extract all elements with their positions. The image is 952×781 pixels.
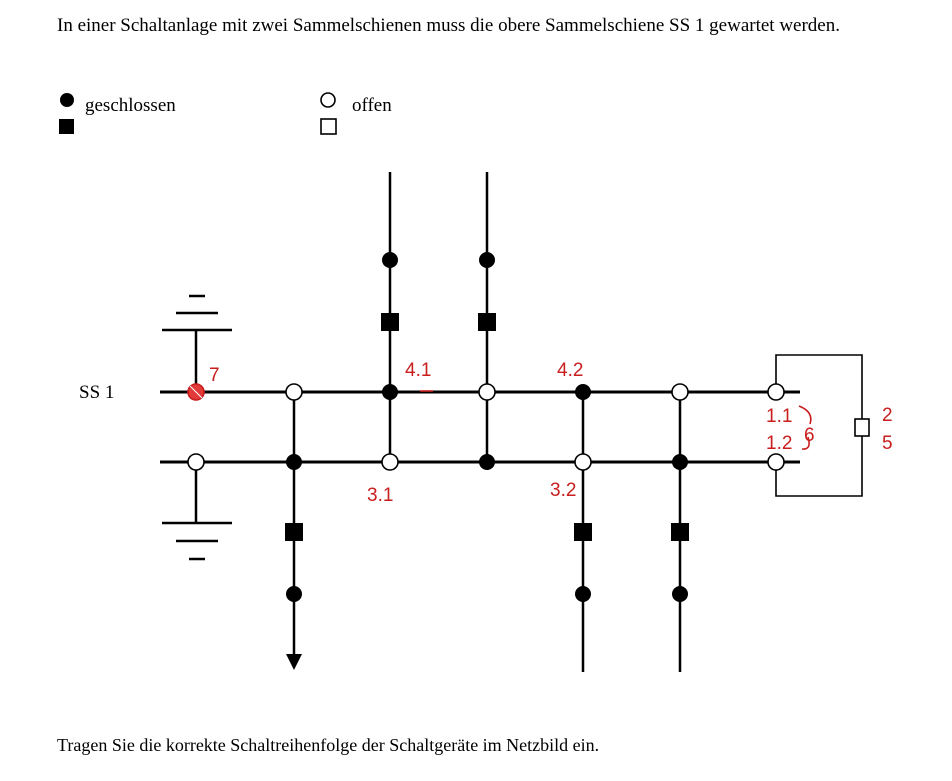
disconnector-open <box>479 384 495 400</box>
disconnector-closed <box>672 586 688 602</box>
task-intro: In einer Schaltanlage mit zwei Sammelschienen muss die obere Sammelschiene SS 1 gewartet werden. <box>57 15 840 36</box>
disconnector-closed <box>575 384 591 400</box>
bracket-mark <box>799 406 811 424</box>
breaker-closed <box>285 523 303 541</box>
annotation-6: 6 <box>804 425 815 446</box>
disconnector-closed <box>479 454 495 470</box>
legend-open-disconnector-icon <box>321 93 335 107</box>
annotation-3-2: 3.2 <box>550 480 577 501</box>
disconnector-open <box>768 454 784 470</box>
annotation-2: 2 <box>882 405 893 426</box>
legend-open-breaker-icon <box>321 119 336 134</box>
breaker-closed <box>478 313 496 331</box>
red-marks <box>420 391 811 449</box>
disconnector-closed <box>382 252 398 268</box>
legend-open-label: offen <box>352 95 392 116</box>
disconnector-closed <box>575 586 591 602</box>
annotation-1-1: 1.1 <box>766 406 793 427</box>
disconnector-open <box>382 454 398 470</box>
breaker-closed <box>671 523 689 541</box>
annotation-5: 5 <box>882 433 893 454</box>
arrow-down-icon <box>286 654 302 670</box>
breaker-closed <box>574 523 592 541</box>
disconnector-closed <box>382 384 398 400</box>
task-footer: Tragen Sie die korrekte Schaltreihenfolge der Schaltgeräte im Netzbild ein. <box>57 735 600 755</box>
earthing-ss1 <box>162 296 232 392</box>
busbar-label: SS 1 <box>79 382 115 403</box>
disconnector-open <box>188 454 204 470</box>
disconnector-closed <box>672 454 688 470</box>
annotation-7: 7 <box>209 365 220 386</box>
legend-closed-breaker-icon <box>59 119 74 134</box>
annotation-4-1: 4.1 <box>405 360 432 381</box>
legend-closed-label: geschlossen <box>85 95 176 116</box>
breaker-closed <box>381 313 399 331</box>
coupler-breaker-open <box>855 419 869 436</box>
disconnector-closed <box>286 454 302 470</box>
annotation-1-2: 1.2 <box>766 433 793 454</box>
disconnector-closed <box>479 252 495 268</box>
annotation-3-1: 3.1 <box>367 485 394 506</box>
earthing-ss2 <box>162 462 232 559</box>
legend-symbols <box>59 93 336 134</box>
disconnector-open <box>286 384 302 400</box>
disconnector-open <box>575 454 591 470</box>
legend-closed-disconnector-icon <box>60 93 74 107</box>
disconnector-open <box>768 384 784 400</box>
disconnector-open <box>672 384 688 400</box>
annotation-4-2: 4.2 <box>557 360 584 381</box>
disconnector-closed <box>286 586 302 602</box>
